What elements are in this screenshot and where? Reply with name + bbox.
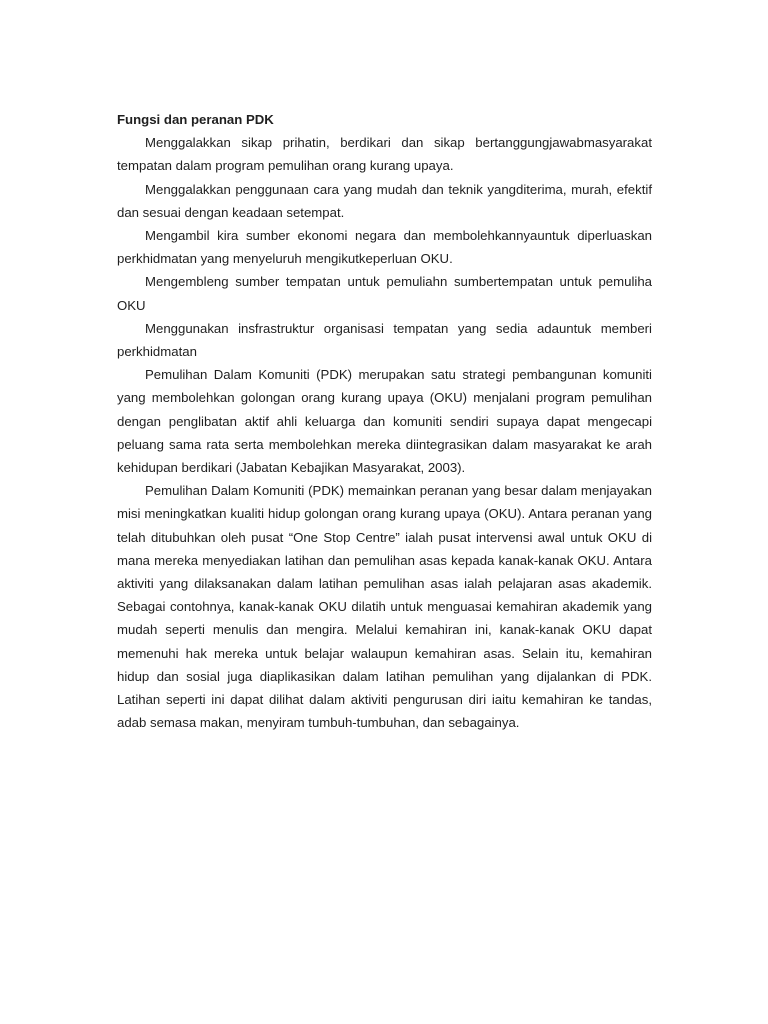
paragraph-7: Pemulihan Dalam Komuniti (PDK) memainkan peranan yang besar dalam menjayakan misi meningkatkan kualiti hidup golongan orang kurang upaya (OKU). Antara peranan yang telah ditubuhkan oleh pusat “One Stop Centre” ialah pusat intervensi awal untuk OKU di mana mereka menyediakan latihan dan pemulihan asas kepada kanak-kanak OKU. Antara aktiviti yang dilaksanakan dalam latihan pemulihan asas ialah pelajaran asas akademik. Sebagai contohnya, kanak-kanak OKU dilatih untuk menguasai kemahiran akademik yang mudah seperti menulis dan mengira. Melalui kemahiran ini, kanak-kanak OKU dapat memenuhi hak mereka untuk belajar walaupun kemahiran asas. Selain itu, kemahiran hidup dan sosial juga diaplikasikan dalam latihan pemulihan yang dijalankan di PDK. Latihan seperti ini dapat dilihat dalam aktiviti pengurusan diri iaitu kemahiran ke tandas, adab semasa makan, menyiram tumbuh-tumbuhan, dan sebagainya. [117,483,652,731]
paragraph-3: Mengambil kira sumber ekonomi negara dan membolehkannyauntuk diperluaskan perkhidmatan yang menyeluruh mengikutkeperluan OKU. [117,228,652,267]
paragraph-5: Menggunakan insfrastruktur organisasi tempatan yang sedia adauntuk memberi perkhidmatan [117,320,652,360]
paragraph-1: Menggalakkan sikap prihatin, berdikari dan sikap bertanggungjawabmasyarakat tempatan dalam program pemulihan orang kurang upaya. [117,135,652,174]
paragraph-2: Menggalakkan penggunaan cara yang mudah dan teknik yangditerima, murah, efektif dan sesuai dengan keadaan setempat. [117,181,652,220]
paragraph-6: Pemulihan Dalam Komuniti (PDK) merupakan satu strategi pembangunan komuniti yang membolehkan golongan orang kurang upaya (OKU) menjalani program pemulihan dengan penglibatan aktif ahli keluarga dan komuniti sendiri supaya dapat mengecapi peluang sama rata serta membolehkan mereka diintegrasikan dalam masyarakat ke arah kehidupan berdikari (Jabatan Kebajikan Masyarakat, 2003). [117,367,652,476]
paragraph-4: Mengembleng sumber tempatan untuk pemuliahn sumbertempatan untuk pemuliha OKU [117,274,652,313]
section-heading: Fungsi dan peranan PDK [117,112,274,127]
document-body [117,108,652,734]
